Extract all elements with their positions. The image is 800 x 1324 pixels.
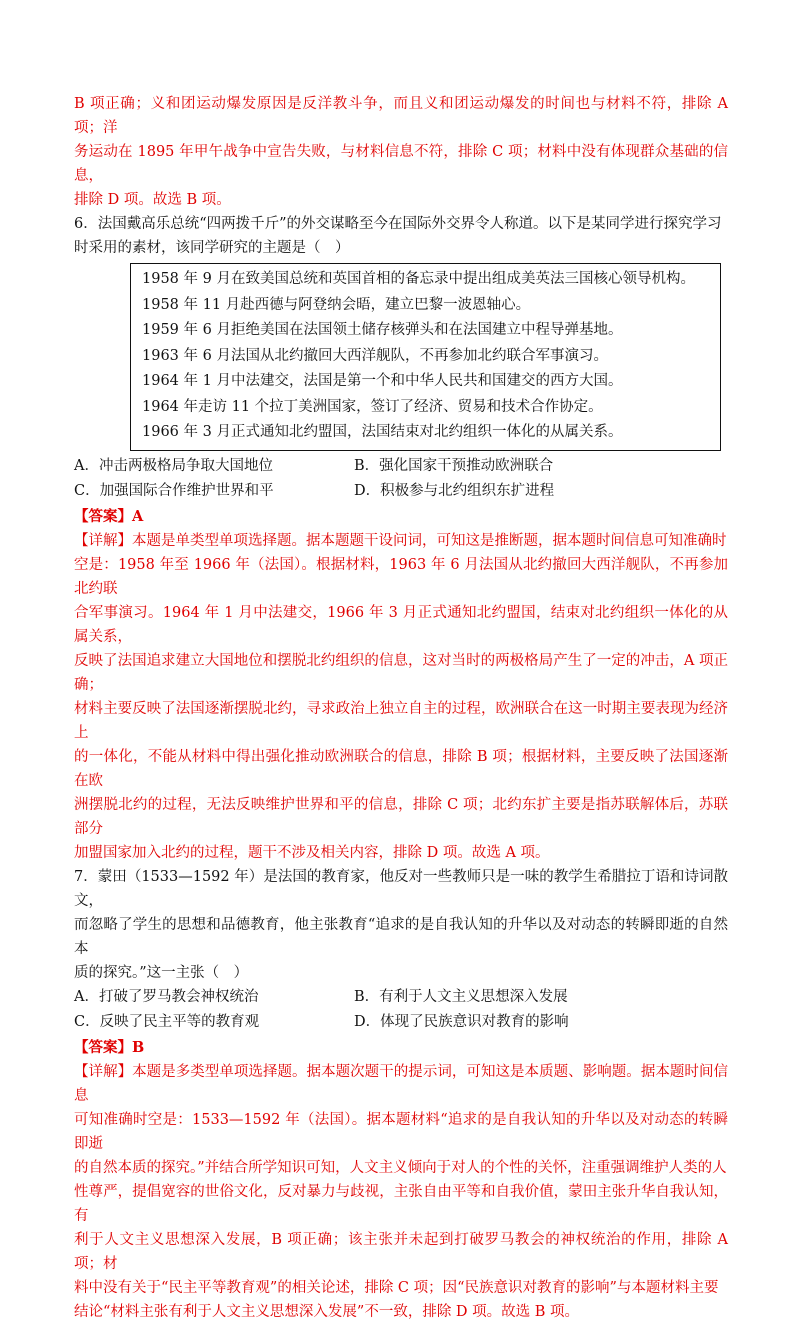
question-7 <box>74 865 728 1324</box>
document-page <box>74 92 728 1324</box>
detail-explanation <box>74 1060 728 1324</box>
options <box>74 985 728 1035</box>
option-c: C．反映了民主平等的教育观 <box>74 1013 260 1030</box>
detail-line: 【详解】本题是多类型单项选择题。据本题次题干的提示词，可知这是本质题、影响题。据本题时间信息 <box>74 1063 728 1104</box>
detail-line: 的一体化，不能从材料中得出强化推动欧洲联合的信息，排除 B 项；根据材料，主要反映了法国逐渐在欧 <box>74 748 728 789</box>
detail-line: 洲摆脱北约的过程，无法反映维护世界和平的信息，排除 C 项；北约东扩主要是指苏联解体后，苏联部分 <box>74 796 728 837</box>
detail-line: 【详解】本题是单类型单项选择题。据本题题干设问词，可知这是推断题，据本题时间信息可知准确时 <box>74 532 727 549</box>
material-line: 1963 年 6 月法国从北约撤回大西洋舰队，不再参加北约联合军事演习。 <box>142 347 608 364</box>
explanation-line: B 项正确；义和团运动爆发原因是反洋教斗争，而且义和团运动爆发的时间也与材料不符，排除 A 项；洋 <box>74 96 728 136</box>
previous-explanation <box>74 92 728 212</box>
material-line: 1966 年 3 月正式通知北约盟国，法国结束对北约组织一体化的从属关系。 <box>142 424 623 440</box>
question-stem-line: 而忽略了学生的思想和品德教育，他主张教育“追求的是自我认知的升华以及对动态的转瞬即逝的自然本 <box>74 916 728 957</box>
detail-line: 合军事演习。1964 年 1 月中法建交，1966 年 3 月正式通知北约盟国，结束对北约组织一体化的从属关系， <box>74 604 728 645</box>
question-stem-line: 6．法国戴高乐总统“四两拨千斤”的外交谋略至今在国际外交界令人称道。以下是某同学进行探究学习 <box>74 216 722 232</box>
option-d: D．体现了民族意识对教育的影响 <box>354 1013 569 1030</box>
option-b: B．有利于人文主义思想深入发展 <box>354 988 568 1005</box>
explanation-line: 务运动在 1895 年甲午战争中宣告失败，与材料信息不符，排除 C 项；材料中没有体现群众基础的信息， <box>74 144 728 184</box>
detail-line: 反映了法国追求建立大国地位和摆脱北约组织的信息，这对当时的两极格局产生了一定的冲击，A 项正确； <box>74 652 728 693</box>
detail-line: 利于人文主义思想深入发展，B 项正确；该主张并未起到打破罗马教会的神权统治的作用，排除 A 项；材 <box>74 1231 728 1272</box>
option-a: A．冲击两极格局争取大国地位 <box>74 457 273 474</box>
material-box <box>130 263 721 451</box>
detail-line: 料中没有关于“民主平等教育观”的相关论述，排除 C 项；因“民族意识对教育的影响”与本题材料主要 <box>74 1279 719 1296</box>
option-b: B．强化国家干预推动欧洲联合 <box>354 457 554 474</box>
material-line: 1964 年 1 月中法建交，法国是第一个和中华人民共和国建交的西方大国。 <box>142 373 623 389</box>
detail-line: 结论“材料主张有利于人文主义思想深入发展”不一致，排除 D 项。故选 B 项。 <box>74 1303 580 1320</box>
material-line: 1964 年走访 11 个拉丁美洲国家，签订了经济、贸易和技术合作协定。 <box>142 398 603 415</box>
detail-line: 可知准确时空是：1533—1592 年（法国）。据本题材料“追求的是自我认知的升华以及对动态的转瞬即逝 <box>74 1111 728 1152</box>
detail-line: 的自然本质的探究。”并结合所学知识可知，人文主义倾向于对人的个性的关怀，注重强调维护人类的人 <box>74 1159 727 1176</box>
explanation-line: 排除 D 项。故选 B 项。 <box>74 192 231 208</box>
detail-line: 材料主要反映了法国逐渐摆脱北约，寻求政治上独立自主的过程，欧洲联合在这一时期主要表现为经济上 <box>74 700 728 741</box>
detail-line: 加盟国家加入北约的过程，题干不涉及相关内容，排除 D 项。故选 A 项。 <box>74 844 550 861</box>
question-stem-line: 质的探究。”这一主张（ ） <box>74 964 249 981</box>
options <box>74 454 728 504</box>
material-line: 1958 年 9 月在致美国总统和英国首相的备忘录中提出组成美英法三国核心领导机构。 <box>142 271 695 287</box>
option-d: D．积极参与北约组织东扩进程 <box>354 482 555 499</box>
option-a: A．打破了罗马教会神权统治 <box>74 988 259 1005</box>
detail-line: 空是：1958 年至 1966 年（法国）。根据材料，1963 年 6 月法国从北约撤回大西洋舰队，不再参加北约联 <box>74 556 728 597</box>
question-stem-line: 时采用的素材，该同学研究的主题是（ ） <box>74 240 350 256</box>
answer-label: 【答案】B <box>74 1038 145 1056</box>
detail-line: 性尊严，提倡宽容的世俗文化，反对暴力与歧视，主张自由平等和自我价值，蒙田主张升华自我认知，有 <box>74 1183 728 1224</box>
material-line: 1959 年 6 月拒绝美国在法国领土储存核弹头和在法国建立中程导弹基地。 <box>142 322 623 338</box>
detail-explanation <box>74 529 728 865</box>
question-6 <box>74 212 728 865</box>
question-stem-line: 7．蒙田（1533—1592 年）是法国的教育家，他反对一些教师只是一味的教学生希腊拉丁语和诗词散文， <box>74 868 728 909</box>
material-line: 1958 年 11 月赴西德与阿登纳会晤，建立巴黎一波恩轴心。 <box>142 296 531 313</box>
option-c: C．加强国际合作维护世界和平 <box>74 482 274 499</box>
answer-label: 【答案】A <box>74 507 144 525</box>
